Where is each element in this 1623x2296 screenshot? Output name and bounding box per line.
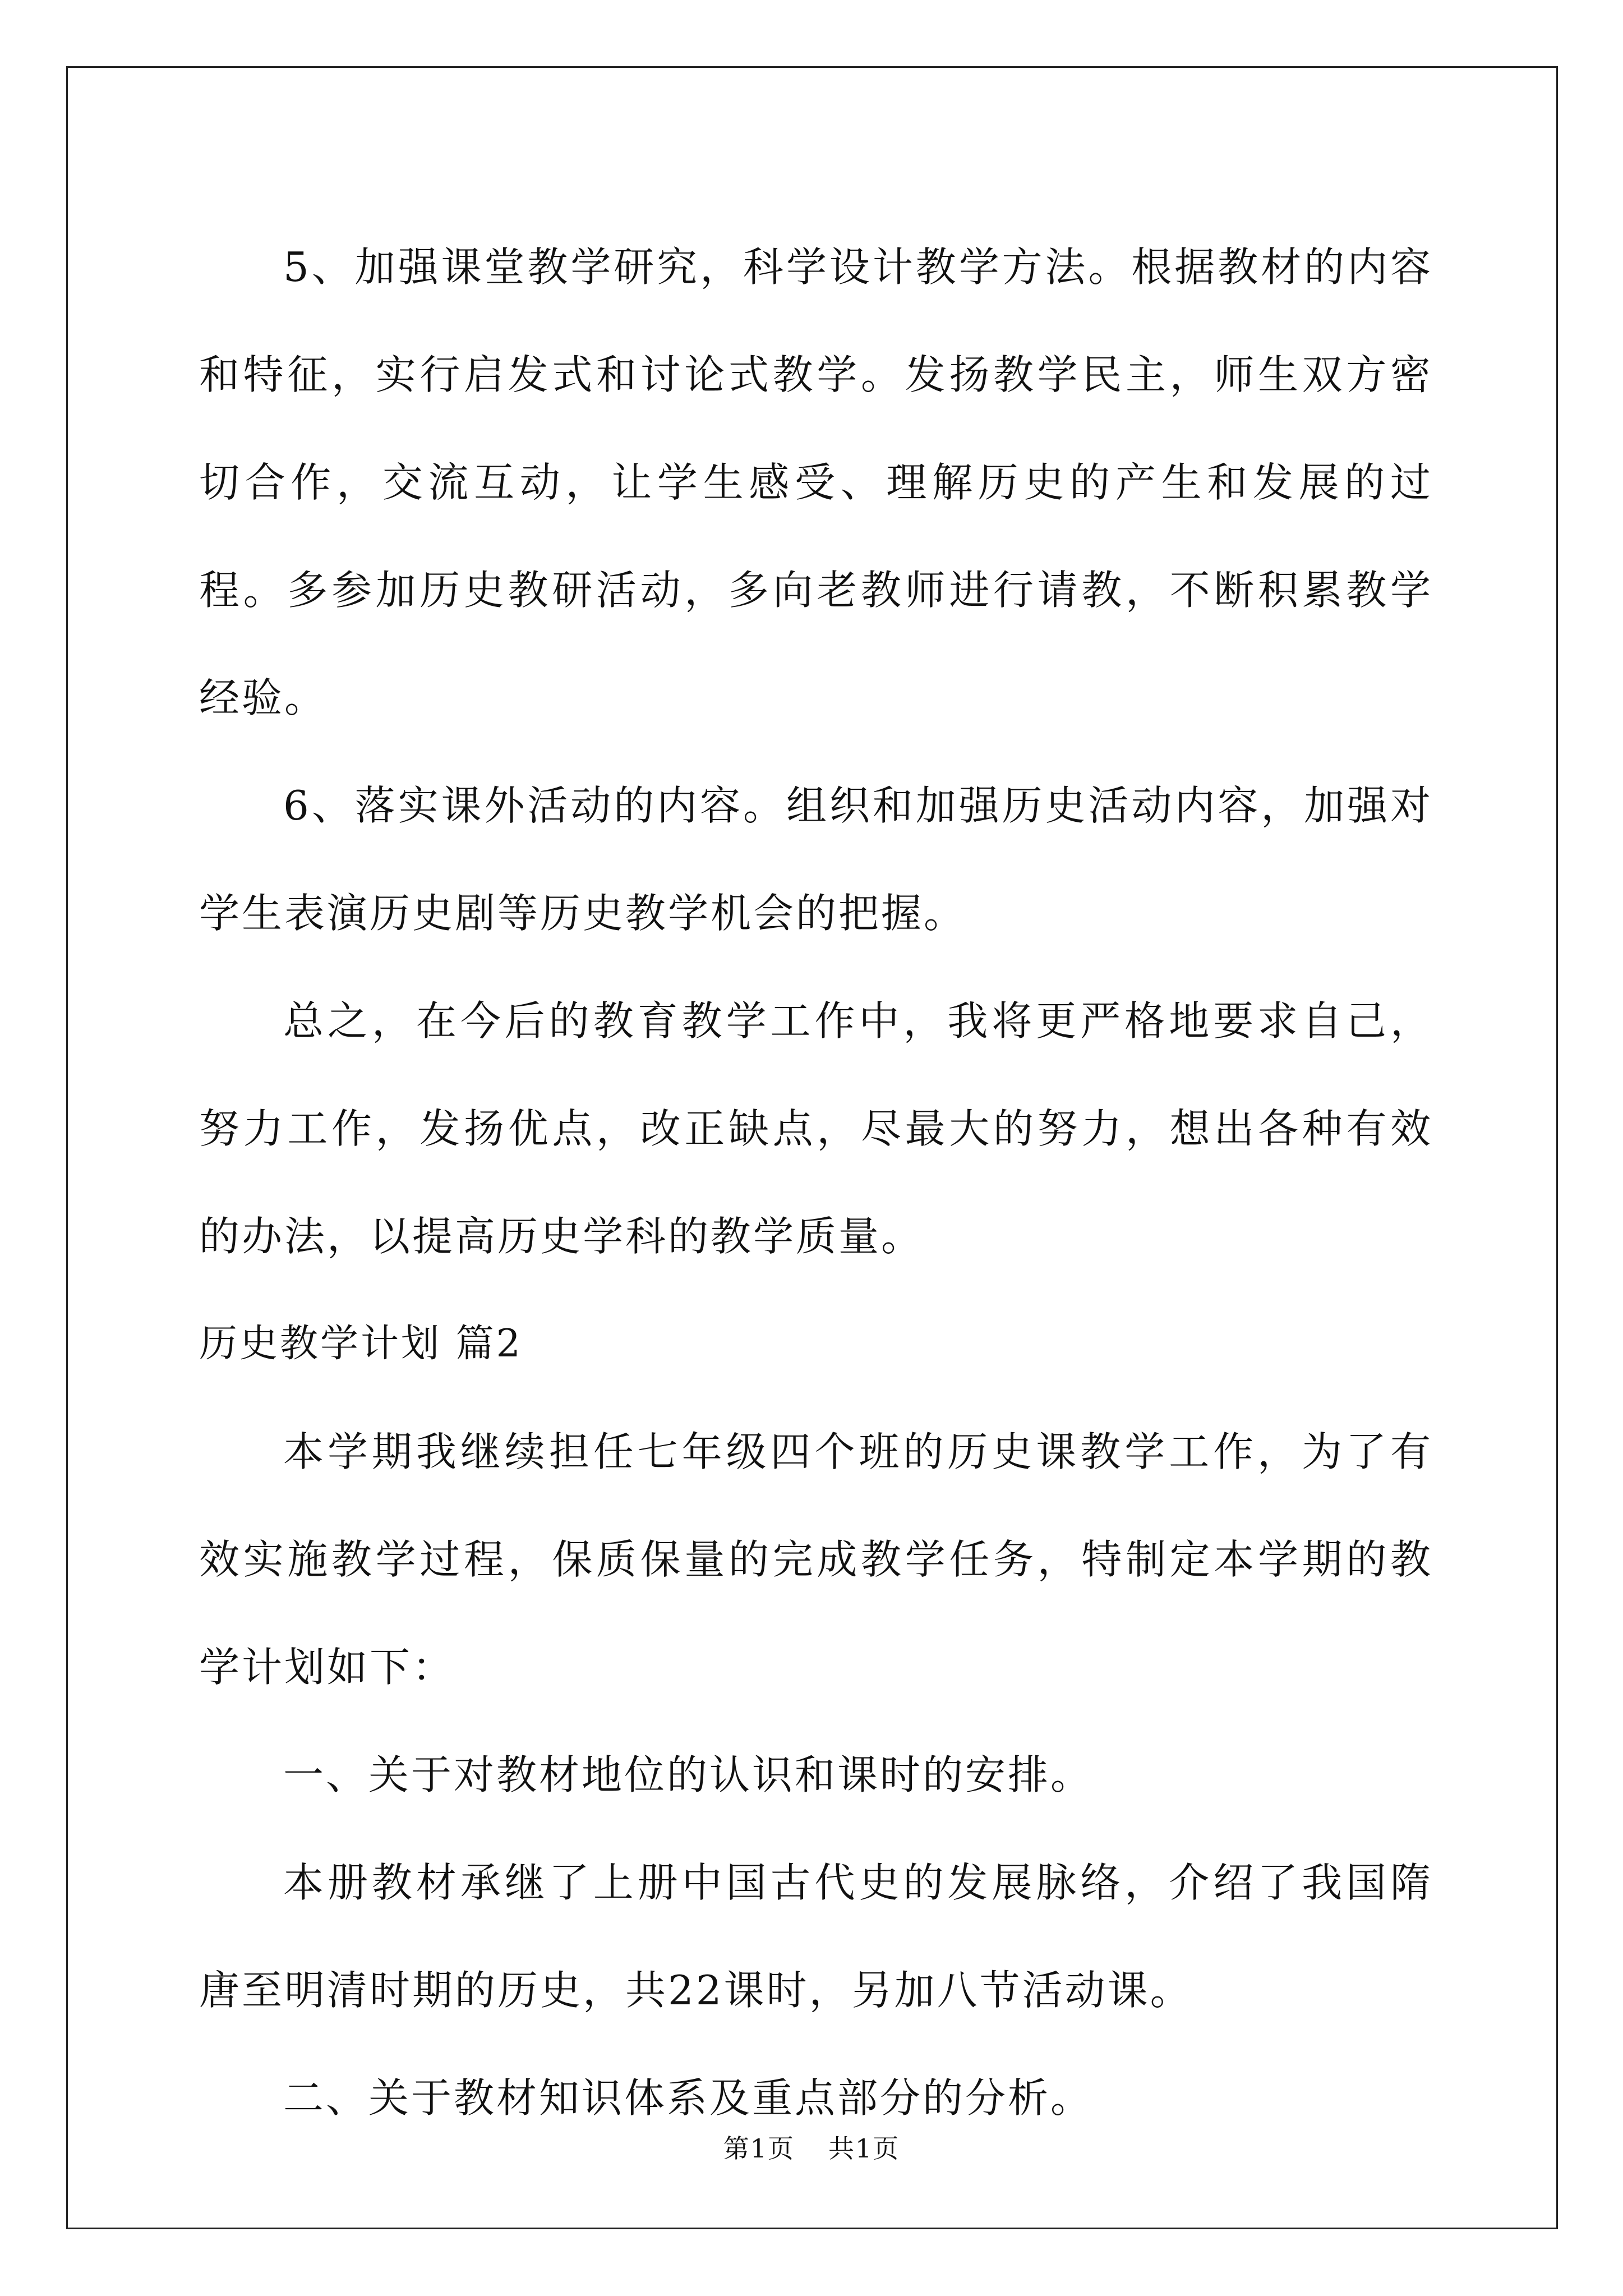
page-total: 共1页 <box>828 2133 900 2164</box>
paragraph-item-6: 6、落实课外活动的内容。组织和加强历史活动内容，加强对学生表演历史剧等历史教学机会的把握。 <box>199 782 1433 937</box>
paragraph-item-5: 5、加强课堂教学研究，科学设计教学方法。根据教材的内容和特征，实行启发式和讨论式教学。发扬教学民主，师生双方密切合作，交流互动，让学生感受、理解历史的产生和发展的过程。多参加历史教研活动，多向老教师进行请教，不断积累教学经验。 <box>199 243 1433 721</box>
paragraph-conclusion: 总之，在今后的教育教学工作中，我将更严格地要求自己，努力工作，发扬优点，改正缺点，尽最大的努力，想出各种有效的办法，以提高历史学科的教学质量。 <box>199 997 1433 1260</box>
paragraph-intro: 本学期我继续担任七年级四个班的历史课教学工作，为了有效实施教学过程，保质保量的完成教学任务，特制定本学期的教学计划如下： <box>199 1428 1433 1691</box>
page-footer <box>0 2132 1623 2165</box>
paragraph-section-one-body: 本册教材承继了上册中国古代史的发展脉络，介绍了我国隋唐至明清时期的历史，共22课时，另加八节活动课。 <box>199 1859 1433 2014</box>
paragraph-section-one-title: 一、关于对教材地位的认识和课时的安排。 <box>283 1751 1094 1798</box>
page-number: 第1页 <box>723 2133 795 2164</box>
document-body <box>199 213 1433 2152</box>
paragraph-section-two-title: 二、关于教材知识体系及重点部分的分析。 <box>283 2074 1094 2122</box>
section-heading: 历史教学计划 篇2 <box>199 1322 523 1366</box>
